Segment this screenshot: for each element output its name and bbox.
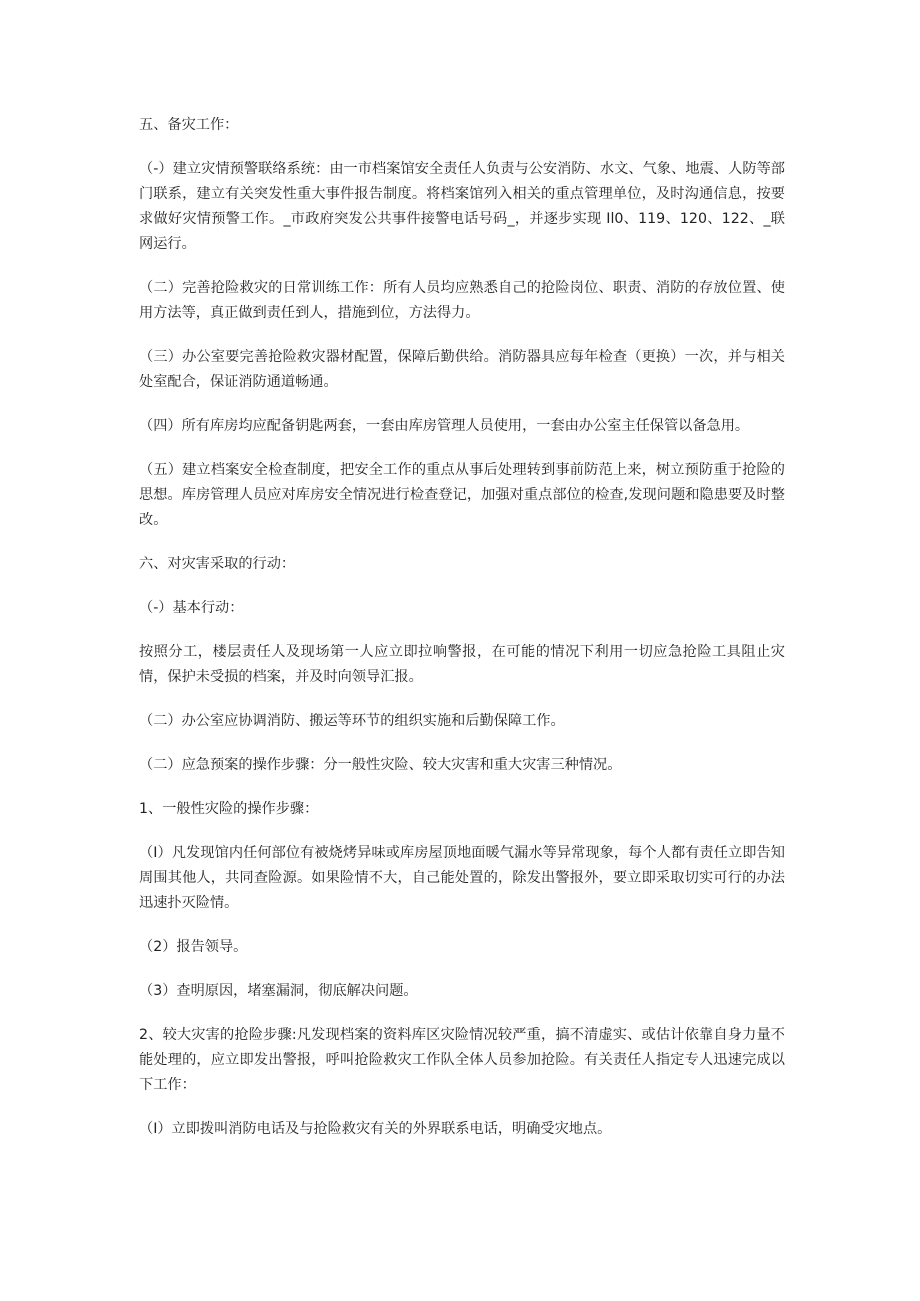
paragraph-procedure-steps: （二）应急预案的操作步骤：分一般性灾险、较大灾害和重大灾害三种情况。 (139, 757, 622, 773)
paragraph-equipment: （三）办公室要完善抢险救灾器材配置，保障后勤供给。消防器具应每年检查（更换）一次，并与相关处室配合，保证消防通道畅通。 (139, 349, 785, 390)
section-heading-actions: 六、对灾害采取的行动： (139, 556, 296, 572)
paragraph-early-warning: （-）建立灾情预警联络系统：由一市档案馆安全责任人负责与公安消防、水文、气象、地震、人防等部门联系，建立有关突发性重大事件报告制度。将档案馆列入相关的重点管理单位，及时沟通信息，按要求做好灾情预警工作。_市政府突发公共事件接警电话号码_，并逐步实现 Il0、119、120、122、_联网运行。 (139, 161, 785, 252)
paragraph-major-disaster: 2、较大灾害的抢险步骤:凡发现档案的资料库区灾险情况较严重，搞不清虚实、或估计依靠自身力量不能处理的，应立即发出警报，呼叫抢险救灾工作队全体人员参加抢险。有关责任人指定专人迅速完成以下工作： (139, 1027, 785, 1093)
paragraph-general-risk-step1: （I）凡发现馆内任何部位有被烧烤异味或库房屋顶地面暖气漏水等异常现象，每个人都有责任立即告知周围其他人，共同查险源。如果险情不大，自己能处置的，除发出警报外，要立即采取切实可行的办法迅速扑灭险情。 (139, 845, 785, 911)
subheading-general-risk: 1、一般性灾险的操作步骤： (139, 801, 319, 817)
document-body (139, 113, 785, 1161)
paragraph-keys: （四）所有库房均应配备钥匙两套，一套由库房管理人员使用，一套由办公室主任保管以备急用。 (139, 418, 750, 434)
paragraph-general-risk-step3: （3）查明原因，堵塞漏洞，彻底解决问题。 (139, 983, 418, 999)
subheading-basic-actions: （-）基本行动： (139, 600, 244, 616)
paragraph-office-coordination: （二）办公室应协调消防、搬运等环节的组织实施和后勤保障工作。 (139, 713, 565, 729)
paragraph-inspection: （五）建立档案安全检查制度，把安全工作的重点从事后处理转到事前防范上来，树立预防重于抢险的思想。库房管理人员应对库房安全情况进行检查登记，加强对重点部位的检查,发现问题和隐患要及时整改。 (139, 462, 785, 528)
section-heading-disaster-prep: 五、备灾工作： (139, 117, 239, 133)
paragraph-general-risk-step2: （2）报告领导。 (139, 939, 248, 955)
paragraph-alarm: 按照分工，楼层责任人及现场第一人应立即拉响警报，在可能的情况下利用一切应急抢险工具阻止灾情，保护未受损的档案，并及时向领导汇报。 (139, 644, 785, 685)
paragraph-major-disaster-step1: （I）立即拨叫消防电话及与抢险救灾有关的外界联系电话，明确受灾地点。 (139, 1121, 612, 1137)
paragraph-training: （二）完善抢险救灾的日常训练工作：所有人员均应熟悉自己的抢险岗位、职责、消防的存放位置、使用方法等，真正做到责任到人，措施到位，方法得力。 (139, 280, 785, 321)
